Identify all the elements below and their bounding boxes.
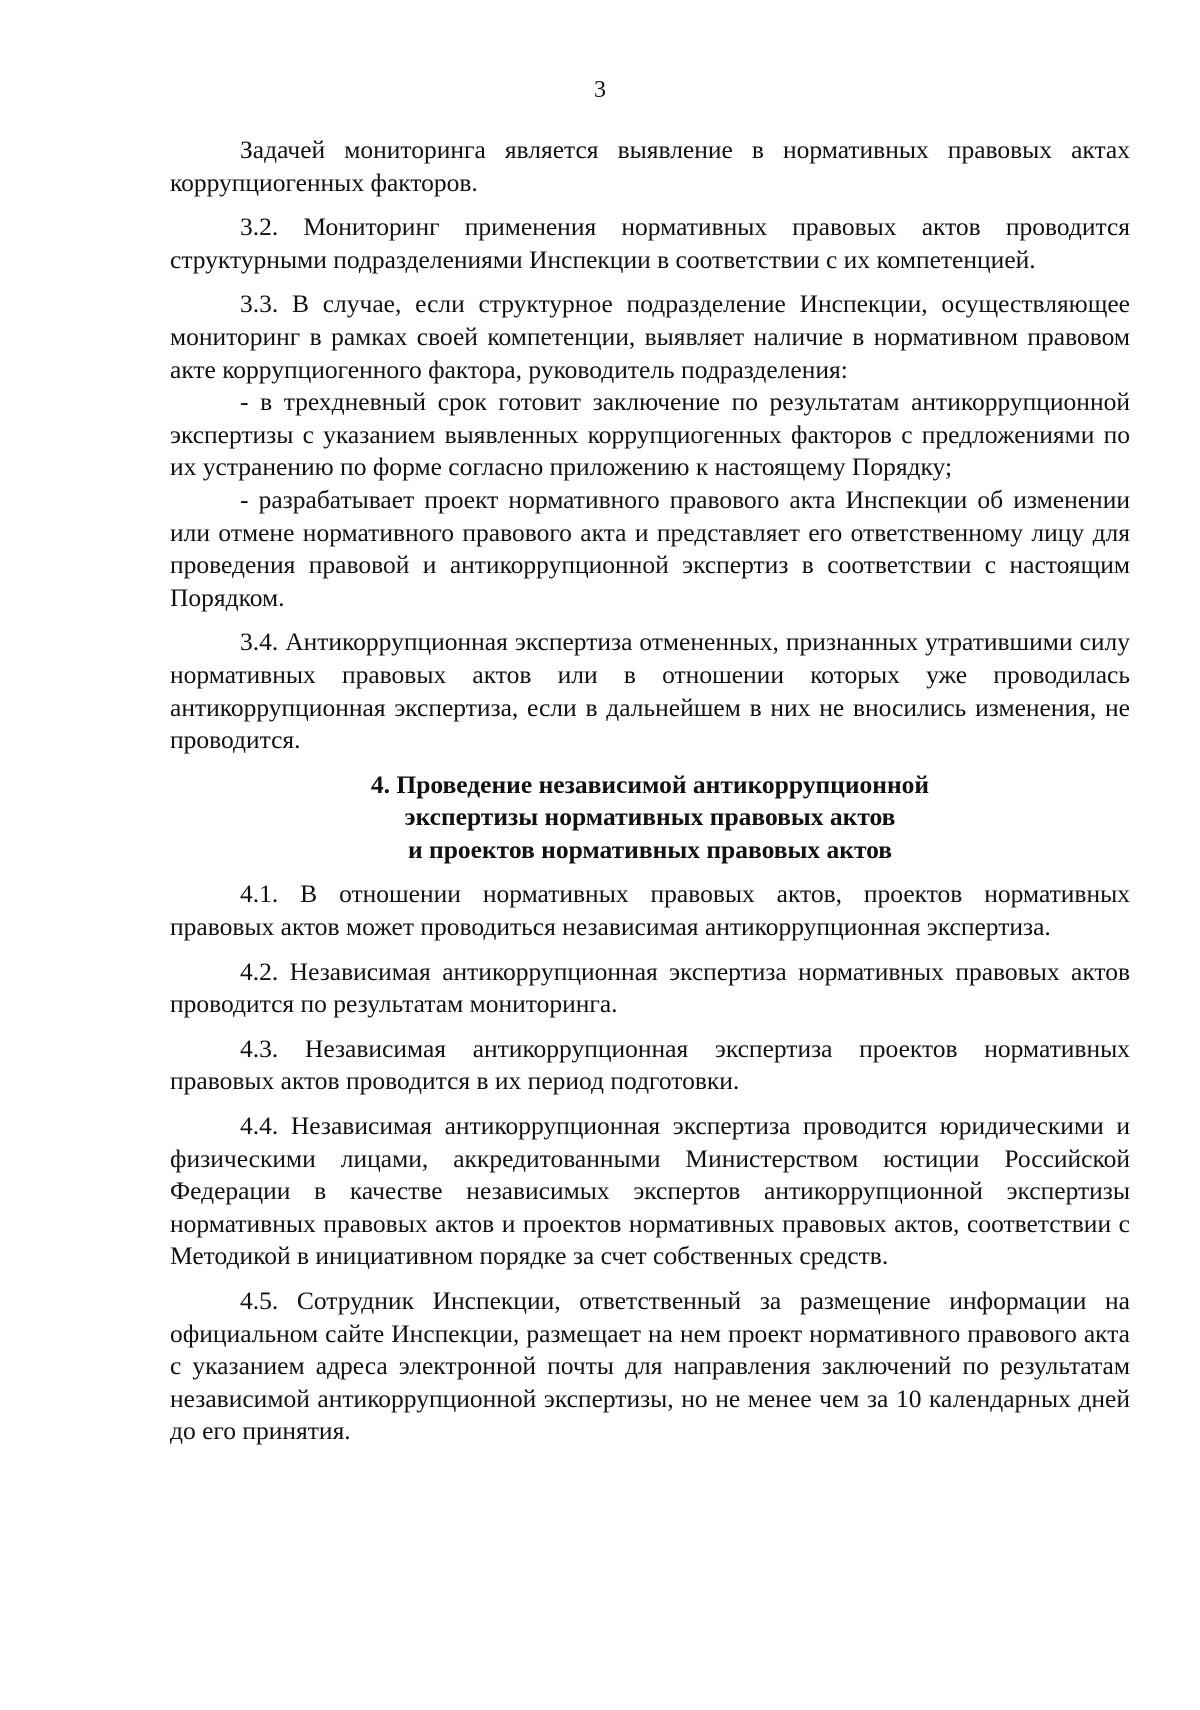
section-4-heading [170, 769, 1130, 867]
page-number: 3 [594, 77, 606, 103]
list-item-draft-act: - разрабатывает проект нормативного правового акта Инспекции об изменении или отмене нормативного правового акта и представляет его ответственному лицу для проведения правовой и антикоррупционной экспертиз в соответствии с настоящим Порядком. [170, 484, 1130, 612]
paragraph-3-3: 3.3. В случае, если структурное подразделение Инспекции, осуществляющее мониторинг в рамках своей компетенции, выявляет наличие в нормативном правовом акте коррупциогенного фактора, руководитель подразделения: [170, 289, 1130, 384]
paragraph-3-4: 3.4. Антикоррупционная экспертиза отмененных, признанных утратившими силу нормативных правовых актов или в отношении которых уже проводилась антикоррупционная экспертиза, если в дальнейшем в них не вносились изменения, не проводится. [170, 627, 1130, 755]
section-heading-line: и проектов нормативных правовых актов [407, 834, 893, 864]
paragraph-4-5: 4.5. Сотрудник Инспекции, ответственный за размещение информации на официальном сайте Инспекции, размещает на нем проект нормативного правового акта с указанием адреса электронной почты для направления заключений по результатам независимой антикоррупционной экспертизы, но не менее чем за 10 календарных дней до его принятия. [170, 1286, 1130, 1446]
paragraph-3-2: 3.2. Мониторинг применения нормативных правовых актов проводится структурными подразделениями Инспекции в соответствии с их компетенцией. [170, 212, 1130, 274]
paragraph-4-3: 4.3. Независимая антикоррупционная экспертиза проектов нормативных правовых актов проводится в их период подготовки. [170, 1033, 1130, 1096]
paragraph-4-4: 4.4. Независимая антикоррупционная экспертиза проводится юридическими и физическими лицами, аккредитованными Министерством юстиции Российской Федерации в качестве независимых экспертов антикоррупционной экспертизы нормативных правовых актов и проектов нормативных правовых актов, соответствии с Методикой в инициативном порядке за счет собственных средств. [170, 1111, 1130, 1271]
document-body [170, 134, 1130, 1448]
section-heading-line: 4. Проведение независимой антикоррупционной [370, 769, 930, 799]
list-item-conclusion: - в трехдневный срок готовит заключение по результатам антикоррупционной экспертизы с указанием выявленных коррупциогенных факторов с предложениями по их устранению по форме согласно приложению к настоящему Порядку; [170, 387, 1130, 482]
paragraph-4-2: 4.2. Независимая антикоррупционная экспертиза нормативных правовых актов проводится по результатам мониторинга. [170, 956, 1130, 1019]
paragraph-monitoring-task: Задачей мониторинга является выявление в нормативных правовых актах коррупциогенных факторов. [170, 135, 1130, 197]
paragraph-4-1: 4.1. В отношении нормативных правовых актов, проектов нормативных правовых актов может проводиться независимая антикоррупционная экспертиза. [170, 879, 1130, 942]
section-heading-line: экспертизы нормативных правовых актов [404, 802, 896, 832]
